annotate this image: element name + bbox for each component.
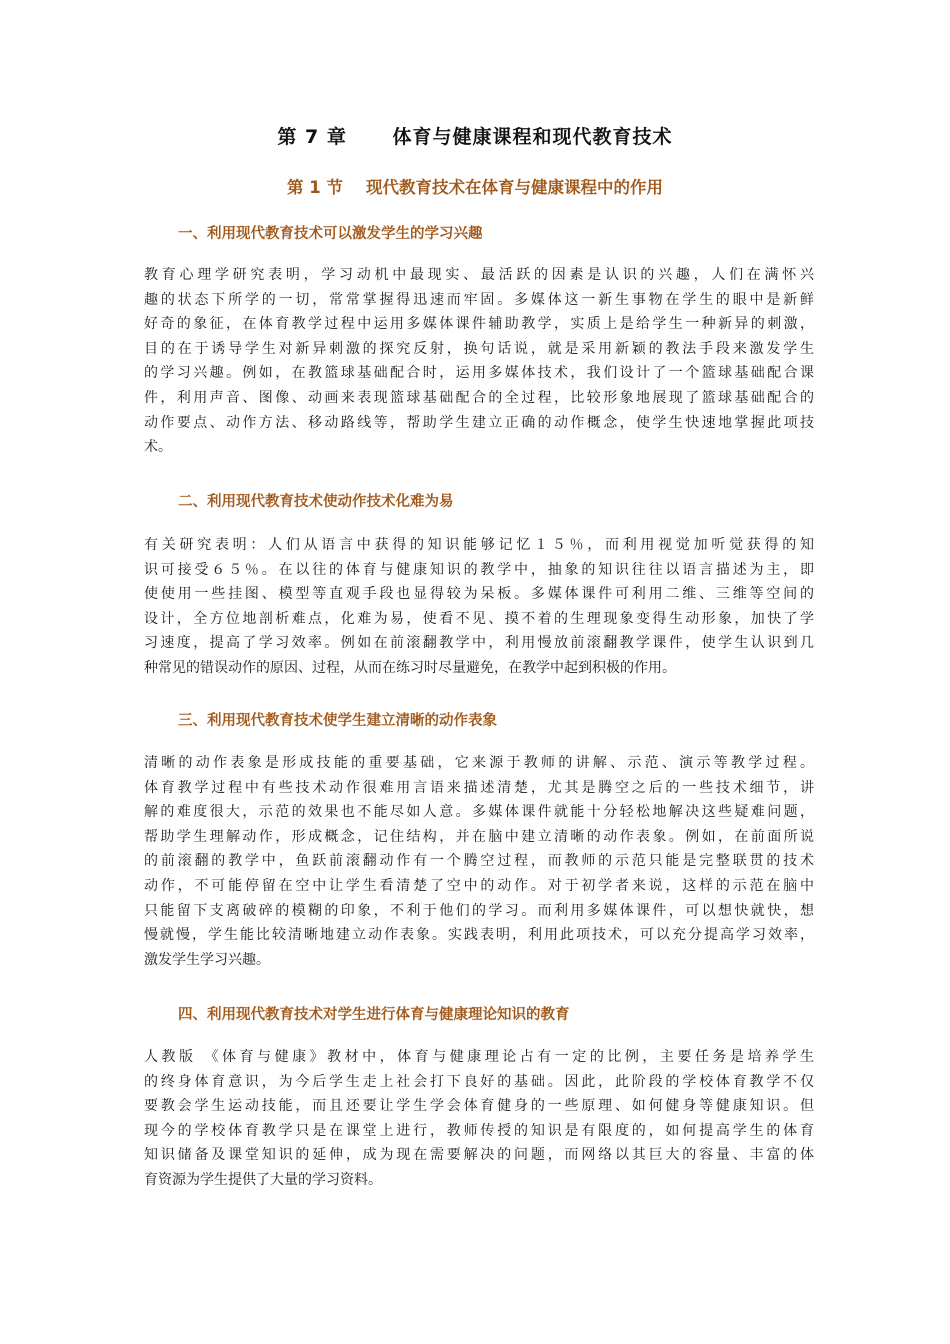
section-paragraph-1 — [144, 263, 814, 460]
section-paragraph-2 — [144, 533, 814, 681]
paragraph-line: 的前滚翻的教学中，鱼跃前滚翻动作有一个腾空过程，而教师的示范只能是完整联贯的技术 — [144, 853, 814, 870]
paragraph-line: 清晰的动作表象是形成技能的重要基础，它来源于教师的讲解、示范、演示等教学过程。 — [144, 755, 814, 771]
paragraph-line: 慢就慢，学生能比较清晰地建立动作表象。实践表明，利用此项技术，可以充分提高学习效率， — [144, 927, 814, 944]
paragraph-line: 现今的学校体育教学只是在课堂上进行，教师传授的知识是有限度的，如何提高学生的体育 — [144, 1122, 814, 1139]
paragraph-line: 有关研究表明：人们从语言中获得的知识能够记忆１５％，而利用视觉加听觉获得的知 — [144, 537, 814, 553]
section-paragraph-3 — [144, 751, 814, 972]
paragraph-line: 的终身体育意识，为今后学生走上社会打下良好的基础。因此，此阶段的学校体育教学不仅 — [144, 1073, 814, 1090]
paragraph-line: 激发学生学习兴趣。 — [144, 951, 270, 968]
paragraph-line: 术。 — [144, 439, 172, 456]
paragraph-line: 解的难度很大，示范的效果也不能尽如人意。多媒体课件就能十分轻松地解决这些疑难问题， — [144, 804, 814, 821]
paragraph-line: 好奇的象征，在体育教学过程中运用多媒体课件辅助教学，实质上是给学生一种新异的刺激， — [144, 316, 814, 333]
paragraph-line: 帮助学生理解动作，形成概念，记住结构，并在脑中建立清晰的动作表象。例如，在前面所说 — [144, 828, 814, 845]
paragraph-line: 设计，全方位地剖析难点，化难为易，使看不见、摸不着的生理现象变得生动形象，加快了学 — [144, 610, 814, 627]
paragraph-line: 教育心理学研究表明，学习动机中最现实、最活跃的因素是认识的兴趣，人们在满怀兴 — [144, 267, 814, 283]
paragraph-line: 只能留下支离破碎的模糊的印象，不利于他们的学习。而利用多媒体课件，可以想快就快，想 — [144, 902, 814, 919]
section-heading-1: 一、利用现代教育技术可以激发学生的学习兴趣 — [178, 226, 483, 242]
paragraph-line: 动作，不可能停留在空中让学生看清楚了空中的动作。对于初学者来说，这样的示范在脑中 — [144, 877, 814, 894]
paragraph-line: 动作要点、动作方法、移动路线等，帮助学生建立正确的动作概念，使学生快速地掌握此项技 — [144, 414, 814, 431]
section-heading-3: 三、利用现代教育技术使学生建立清晰的动作表象 — [178, 713, 497, 729]
paragraph-line: 识可接受６５％。在以往的体育与健康知识的教学中，抽象的知识往往以语言描述为主，即 — [144, 561, 814, 578]
paragraph-line: 使使用一些挂图、模型等直观手段也显得较为呆板。多媒体课件可利用二维、三维等空间的 — [144, 586, 814, 603]
section-paragraph-4 — [144, 1045, 814, 1193]
paragraph-line: 人教版 《体育与健康》教材中，体育与健康理论占有一定的比例，主要任务是培养学生 — [144, 1049, 814, 1065]
paragraph-line: 件，利用声音、图像、动画来表现篮球基础配合的全过程，比较形象地展现了篮球基础配合的 — [144, 389, 814, 406]
section-heading-4: 四、利用现代教育技术对学生进行体育与健康理论知识的教育 — [178, 1007, 570, 1023]
paragraph-line: 目的在于诱导学生对新异刺激的探究反射，换句话说，就是采用新颖的教法手段来激发学生 — [144, 340, 814, 357]
section-title: 第 1 节 现代教育技术在体育与健康课程中的作用 — [287, 178, 663, 197]
paragraph-line: 要教会学生运动技能，而且还要让学生学会体育健身的一些原理、如何健身等健康知识。但 — [144, 1098, 814, 1115]
paragraph-line: 习速度，提高了学习效率。例如在前滚翻教学中，利用慢放前滚翻教学课件，使学生认识到几 — [144, 635, 814, 652]
paragraph-line: 趣的状态下所学的一切，常常掌握得迅速而牢固。多媒体这一新生事物在学生的眼中是新鲜 — [144, 291, 814, 308]
paragraph-line: 育资源为学生提供了大量的学习资料。 — [144, 1171, 382, 1188]
paragraph-line: 种常见的错误动作的原因、过程，从而在练习时尽量避免，在教学中起到积极的作用。 — [144, 659, 676, 676]
section-heading-2: 二、利用现代教育技术使动作技术化难为易 — [178, 494, 454, 510]
paragraph-line: 的学习兴趣。例如，在教篮球基础配合时，运用多媒体技术，我们设计了一个篮球基础配合课 — [144, 365, 814, 382]
chapter-title: 第 7 章 体育与健康课程和现代教育技术 — [277, 126, 673, 148]
paragraph-line: 知识储备及课堂知识的延伸，成为现在需要解决的问题，而网络以其巨大的容量、丰富的体 — [144, 1147, 814, 1164]
paragraph-line: 体育教学过程中有些技术动作很难用言语来描述清楚，尤其是腾空之后的一些技术细节，讲 — [144, 779, 814, 796]
